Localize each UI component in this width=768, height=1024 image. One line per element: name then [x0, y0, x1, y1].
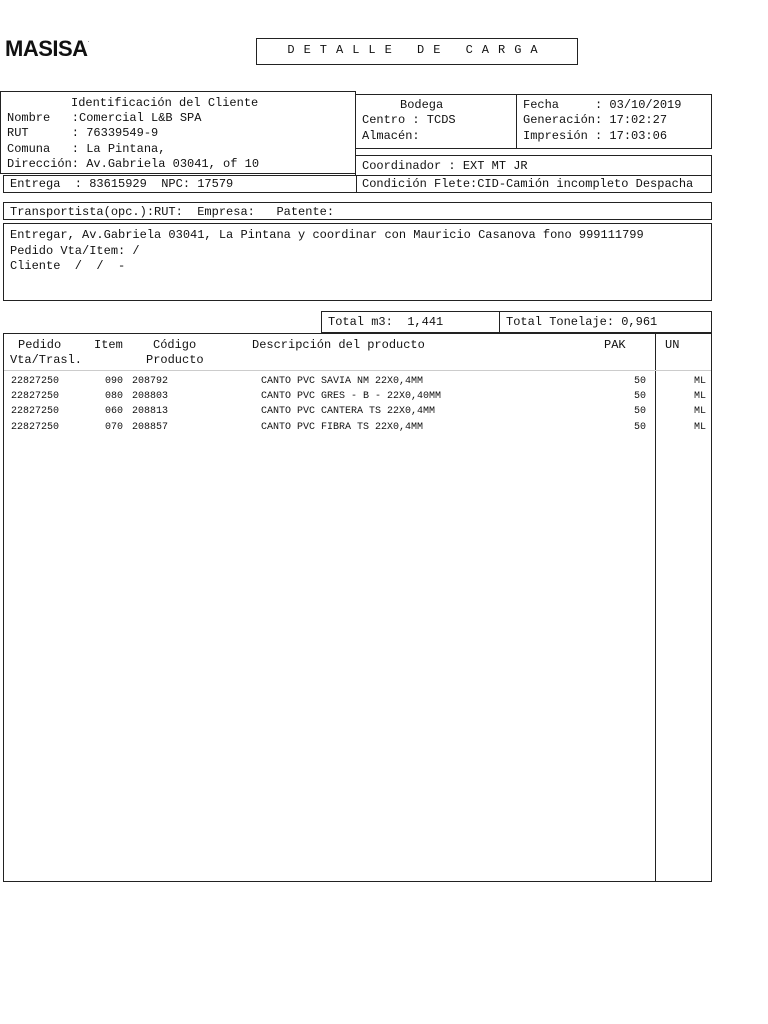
- row-un: ML: [694, 406, 707, 417]
- row-pak: 50: [634, 422, 647, 433]
- observaciones-box: [3, 223, 712, 301]
- bodega-almacen: Almacén:: [362, 129, 420, 143]
- masisa-logo: [5, 36, 89, 62]
- logo-text: MASISA: [5, 36, 88, 61]
- row-descripcion: CANTO PVC GRES - B - 22X0,40MM: [261, 391, 442, 402]
- logo-mark: .: [87, 38, 89, 44]
- client-rut: RUT : 76339549-9: [7, 126, 159, 140]
- client-heading: Identificación del Cliente: [71, 96, 259, 110]
- row-descripcion: CANTO PVC CANTERA TS 22X0,4MM: [261, 406, 436, 417]
- row-codigo: 208792: [132, 376, 169, 387]
- client-nombre: Nombre :Comercial L&B SPA: [7, 111, 202, 125]
- header-pak: PAK: [604, 338, 626, 352]
- generacion-label: Generación: 17:02:27: [523, 113, 668, 127]
- client-direccion: Dirección: Av.Gabriela 03041, of 10: [7, 157, 260, 171]
- row-descripcion: CANTO PVC FIBRA TS 22X0,4MM: [261, 422, 424, 433]
- row-codigo: 208857: [132, 422, 169, 433]
- total-m3: Total m3: 1,441: [328, 315, 444, 329]
- total-tonelaje: Total Tonelaje: 0,961: [506, 315, 658, 329]
- fechas-box: [516, 94, 712, 149]
- coordinador-box: [355, 155, 712, 176]
- bodega-heading: Bodega: [400, 98, 444, 112]
- transportista-box: [3, 202, 712, 220]
- row-pedido: 22827250: [11, 406, 60, 417]
- row-item: 060: [105, 406, 124, 417]
- impresion-label: Impresión : 17:03:06: [523, 129, 668, 143]
- row-item: 080: [105, 391, 124, 402]
- row-item: 090: [105, 376, 124, 387]
- row-un: ML: [694, 422, 707, 433]
- products-table: [3, 333, 712, 882]
- row-pak: 50: [634, 391, 647, 402]
- entrega-label: Entrega : 83615929 NPC: 17579: [10, 177, 234, 191]
- row-pedido: 22827250: [11, 391, 60, 402]
- header-pedido: Pedido: [18, 338, 62, 352]
- row-item: 070: [105, 422, 124, 433]
- header-separator: [4, 370, 711, 371]
- row-pedido: 22827250: [11, 376, 60, 387]
- bodega-box: [355, 94, 517, 149]
- row-un: ML: [694, 391, 707, 402]
- row-un: ML: [694, 376, 707, 387]
- row-codigo: 208813: [132, 406, 169, 417]
- header-producto: Producto: [146, 353, 204, 367]
- title-box: [256, 38, 578, 65]
- client-box: [0, 91, 356, 174]
- bodega-centro: Centro : TCDS: [362, 113, 456, 127]
- header-codigo: Código: [153, 338, 197, 352]
- divider: [356, 176, 357, 192]
- observacion-line-3: Cliente / / -: [10, 259, 126, 273]
- row-pak: 50: [634, 376, 647, 387]
- client-comuna: Comuna : La Pintana,: [7, 142, 166, 156]
- total-tonelaje-box: [499, 311, 712, 333]
- fecha-label: Fecha : 03/10/2019: [523, 98, 682, 112]
- total-m3-box: [321, 311, 500, 333]
- page-title: DETALLE DE CARGA: [287, 43, 547, 57]
- observacion-line-1: Entregar, Av.Gabriela 03041, La Pintana y coordinar con Mauricio Casanova fono 999111799: [10, 228, 644, 242]
- un-column-divider: [655, 334, 656, 881]
- condicion-flete: Condición Flete:CID-Camión incompleto Despacha: [362, 177, 694, 191]
- observacion-line-2: Pedido Vta/Item: /: [10, 244, 140, 258]
- header-descripcion: Descripción del producto: [252, 338, 425, 352]
- row-pedido: 22827250: [11, 422, 60, 433]
- row-pak: 50: [634, 406, 647, 417]
- coordinador-label: Coordinador : EXT MT JR: [362, 159, 528, 173]
- row-descripcion: CANTO PVC SAVIA NM 22X0,4MM: [261, 376, 424, 387]
- row-codigo: 208803: [132, 391, 169, 402]
- transportista-label: Transportista(opc.):RUT: Empresa: Patente:: [10, 205, 335, 219]
- header-item: Item: [94, 338, 123, 352]
- header-vta-trasl: Vta/Trasl.: [10, 353, 83, 367]
- entrega-row: [3, 175, 712, 193]
- header-un: UN: [665, 338, 680, 352]
